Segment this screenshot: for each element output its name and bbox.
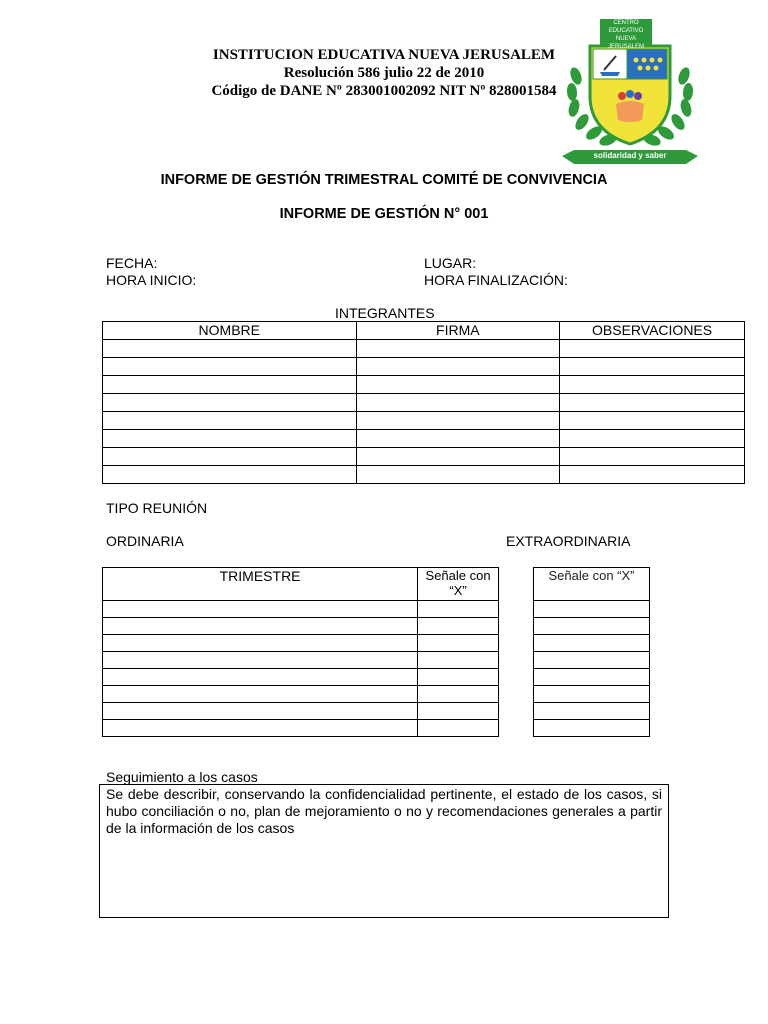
observaciones-cell[interactable] xyxy=(560,430,745,448)
mark-cell[interactable] xyxy=(534,618,650,635)
logo-text-educativo: EDUCATIVO xyxy=(608,28,644,34)
seguimiento-box[interactable] xyxy=(99,784,669,918)
mark-cell[interactable] xyxy=(534,669,650,686)
table-row xyxy=(534,601,650,618)
header-observaciones: OBSERVACIONES xyxy=(560,322,745,340)
mark-cell[interactable] xyxy=(418,720,499,737)
nombre-cell[interactable] xyxy=(103,412,357,430)
seguimiento-label: Seguimiento a los casos xyxy=(106,769,258,785)
table-row xyxy=(103,394,745,412)
observaciones-cell[interactable] xyxy=(560,340,745,358)
mark-cell[interactable] xyxy=(534,635,650,652)
header-nombre: NOMBRE xyxy=(103,322,357,340)
ordinaria-label: ORDINARIA xyxy=(106,533,184,549)
trimestre-cell[interactable] xyxy=(103,703,418,720)
firma-cell[interactable] xyxy=(356,394,560,412)
mark-cell[interactable] xyxy=(534,703,650,720)
mark-cell[interactable] xyxy=(418,669,499,686)
table-row xyxy=(103,669,499,686)
mark-cell[interactable] xyxy=(418,635,499,652)
observaciones-cell[interactable] xyxy=(560,448,745,466)
trimestre-cell[interactable] xyxy=(103,601,418,618)
table-row xyxy=(103,703,499,720)
hora-inicio-label: HORA INICIO: xyxy=(106,272,197,288)
firma-cell[interactable] xyxy=(356,466,560,484)
table-row xyxy=(103,720,499,737)
nombre-cell[interactable] xyxy=(103,430,357,448)
fecha-label: FECHA: xyxy=(106,255,158,271)
mark-cell[interactable] xyxy=(418,618,499,635)
observaciones-cell[interactable] xyxy=(560,394,745,412)
trimestre-cell[interactable] xyxy=(103,652,418,669)
table-row xyxy=(534,720,650,737)
table-row xyxy=(103,466,745,484)
nombre-cell[interactable] xyxy=(103,376,357,394)
table-row xyxy=(103,635,499,652)
table-row xyxy=(103,448,745,466)
firma-cell[interactable] xyxy=(356,430,560,448)
trimestre-cell[interactable] xyxy=(103,618,418,635)
dane-nit-line: Código de DANE Nº 283001002092 NIT Nº 828001584 xyxy=(211,83,557,99)
mark-cell[interactable] xyxy=(534,686,650,703)
institution-name: INSTITUCION EDUCATIVA NUEVA JERUSALEM xyxy=(212,47,556,63)
table-row xyxy=(534,686,650,703)
table-row xyxy=(103,652,499,669)
table-row xyxy=(103,340,745,358)
nombre-cell[interactable] xyxy=(103,466,357,484)
table-row xyxy=(103,412,745,430)
table-row xyxy=(534,652,650,669)
firma-cell[interactable] xyxy=(356,340,560,358)
hora-fin-label: HORA FINALIZACIÓN: xyxy=(424,272,568,288)
firma-cell[interactable] xyxy=(356,358,560,376)
logo-text-nueva-jerusalem: NUEVA JERUSALEM xyxy=(607,36,644,50)
report-number: INFORME DE GESTIÓN N° 001 xyxy=(279,206,489,222)
mark-cell[interactable] xyxy=(534,601,650,618)
logo-ribbon-text: solidaridad y saber xyxy=(593,151,667,160)
extraordinaria-table xyxy=(533,567,650,737)
observaciones-cell[interactable] xyxy=(560,358,745,376)
tipo-reunion-label: TIPO REUNIÓN xyxy=(106,500,208,516)
integrantes-caption: INTEGRANTES xyxy=(335,305,435,321)
integrantes-table xyxy=(102,321,745,484)
lugar-label: LUGAR: xyxy=(424,255,477,271)
mark-cell[interactable] xyxy=(418,601,499,618)
trimestre-table xyxy=(102,567,499,737)
school-logo xyxy=(560,16,700,168)
extraordinaria-label: EXTRAORDINARIA xyxy=(506,533,631,549)
firma-cell[interactable] xyxy=(356,448,560,466)
mark-cell[interactable] xyxy=(418,652,499,669)
trimestre-cell[interactable] xyxy=(103,669,418,686)
trimestre-cell[interactable] xyxy=(103,686,418,703)
logo-text-centro: CENTRO xyxy=(613,20,639,26)
firma-cell[interactable] xyxy=(356,412,560,430)
nombre-cell[interactable] xyxy=(103,358,357,376)
seguimiento-text: Se debe describir, conservando la confidencialidad pertinente, el estado de los casos, si hubo conciliación o no, plan de mejoramiento o no y recomendaciones generales a partir de la información de los casos xyxy=(106,786,662,836)
mark-cell[interactable] xyxy=(534,720,650,737)
table-row xyxy=(534,703,650,720)
table-row xyxy=(103,686,499,703)
observaciones-cell[interactable] xyxy=(560,466,745,484)
nombre-cell[interactable] xyxy=(103,340,357,358)
mark-cell[interactable] xyxy=(418,686,499,703)
observaciones-cell[interactable] xyxy=(560,376,745,394)
resolution-line: Resolución 586 julio 22 de 2010 xyxy=(283,65,485,81)
nombre-cell[interactable] xyxy=(103,394,357,412)
table-row xyxy=(103,358,745,376)
header-senale-ordinaria: Señale con “X” xyxy=(418,568,499,601)
table-row xyxy=(103,430,745,448)
header-firma: FIRMA xyxy=(356,322,560,340)
trimestre-cell[interactable] xyxy=(103,635,418,652)
table-row xyxy=(103,618,499,635)
firma-cell[interactable] xyxy=(356,376,560,394)
mark-cell[interactable] xyxy=(534,652,650,669)
table-row xyxy=(103,601,499,618)
nombre-cell[interactable] xyxy=(103,448,357,466)
observaciones-cell[interactable] xyxy=(560,412,745,430)
table-row xyxy=(534,618,650,635)
header-trimestre: TRIMESTRE xyxy=(103,568,418,601)
trimestre-cell[interactable] xyxy=(103,720,418,737)
report-title: INFORME DE GESTIÓN TRIMESTRAL COMITÉ DE CONVIVENCIA xyxy=(160,172,608,188)
table-row xyxy=(534,635,650,652)
mark-cell[interactable] xyxy=(418,703,499,720)
table-row xyxy=(534,669,650,686)
header-senale-extraordinaria: Señale con “X” xyxy=(534,568,650,601)
table-row xyxy=(103,376,745,394)
